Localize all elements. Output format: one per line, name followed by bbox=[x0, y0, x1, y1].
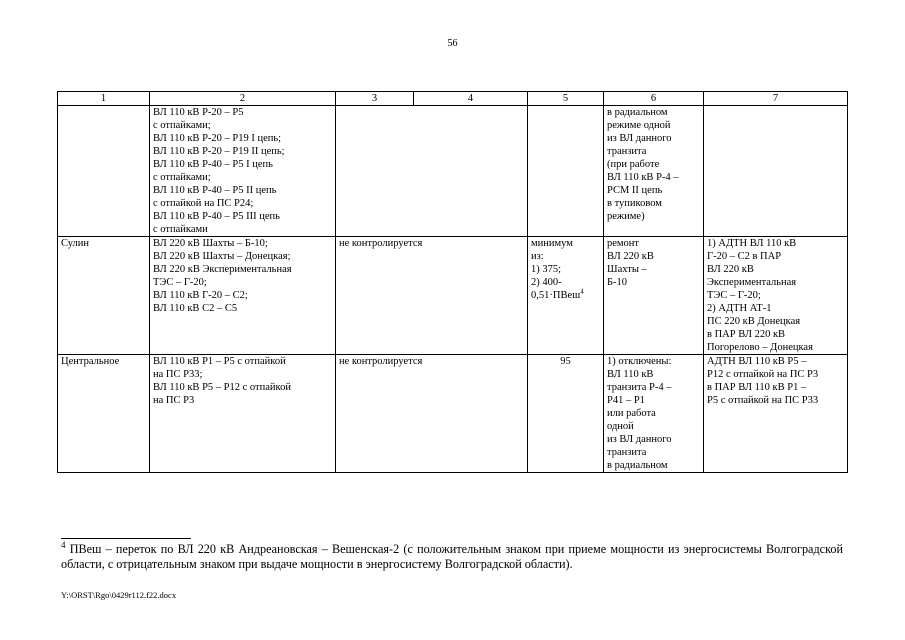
cell-line: из ВЛ данного bbox=[607, 133, 672, 144]
cell-line: ВЛ 110 кВ Р-20 – Р19 I цепь; bbox=[153, 133, 282, 144]
cell-line: или работа bbox=[607, 408, 656, 419]
cell-line: 2) АДТН АТ-1 bbox=[707, 303, 772, 314]
table-row bbox=[58, 106, 848, 237]
cell-line: из ВЛ данного bbox=[607, 434, 672, 445]
table-row bbox=[58, 237, 848, 355]
cell-line: ВЛ 110 кВ Р5 – Р12 с отпайкой bbox=[153, 382, 291, 393]
row2-control-cell: не контролируется bbox=[336, 237, 528, 355]
column-header-3: 3 bbox=[336, 92, 414, 106]
row3-control-cell: не контролируется bbox=[336, 355, 528, 473]
row1-measures-cell bbox=[704, 106, 848, 237]
footnote-reference: 4 bbox=[580, 287, 584, 296]
cell-line: ВЛ 220 кВ Экспериментальная bbox=[153, 264, 292, 275]
cell-line: с отпайками; bbox=[153, 120, 211, 131]
column-header-7: 7 bbox=[704, 92, 848, 106]
row3-lines-cell bbox=[150, 355, 336, 473]
limit-formula-text: 0,51·ПВеш bbox=[531, 290, 581, 301]
row3-regime-cell bbox=[604, 355, 704, 473]
cell-line: Р5 с отпайкой на ПС Р33 bbox=[707, 395, 819, 406]
cell-line: в радиальном bbox=[607, 107, 668, 118]
page-number: 56 bbox=[447, 38, 458, 49]
cell-line: 2) 400- bbox=[531, 277, 562, 288]
cell-line: АДТН ВЛ 110 кВ Р5 – bbox=[707, 356, 807, 367]
cell-line: одной bbox=[607, 421, 634, 432]
cell-line: с отпайками bbox=[153, 224, 208, 235]
cell-line: Б-10 bbox=[607, 277, 628, 288]
row2-limit-cell bbox=[528, 237, 604, 355]
cell-line: ВЛ 110 кВ Р-40 – Р5 II цепь bbox=[153, 185, 277, 196]
cell-line: на ПС Р3 bbox=[153, 395, 195, 406]
cell-line: 1) АДТН ВЛ 110 кВ bbox=[707, 238, 797, 249]
cell-line: 1) 375; bbox=[531, 264, 562, 275]
cell-line: ВЛ 110 кВ Р1 – Р5 с отпайкой bbox=[153, 356, 286, 367]
cell-line: на ПС Р33; bbox=[153, 369, 203, 380]
cell-line: с отпайкой на ПС Р24; bbox=[153, 198, 254, 209]
row3-measures-cell bbox=[704, 355, 848, 473]
column-header-5: 5 bbox=[528, 92, 604, 106]
column-header-6: 6 bbox=[604, 92, 704, 106]
row1-substation-cell bbox=[58, 106, 150, 237]
cell-line: ВЛ 110 кВ Р-4 – bbox=[607, 172, 679, 183]
footnote bbox=[61, 539, 843, 572]
cell-line: Р41 – Р1 bbox=[607, 395, 645, 406]
cell-line: ВЛ 220 кВ Шахты – Б-10; bbox=[153, 238, 268, 249]
header-row bbox=[58, 92, 848, 106]
column-header-1: 1 bbox=[58, 92, 150, 106]
cell-line: ВЛ 110 кВ Р-20 – Р5 bbox=[153, 107, 244, 118]
row2-limit-lines bbox=[531, 237, 600, 289]
cell-line: в ПАР ВЛ 220 кВ bbox=[707, 329, 786, 340]
cell-line: ВЛ 220 кВ Шахты – Донецкая; bbox=[153, 251, 291, 262]
row2-regime-cell bbox=[604, 237, 704, 355]
cell-line: Экспериментальная bbox=[707, 277, 797, 288]
footnote-marker: 4 bbox=[61, 539, 66, 550]
cell-line: ВЛ 110 кВ С2 – С5 bbox=[153, 303, 238, 314]
cell-line: с отпайками; bbox=[153, 172, 211, 183]
cell-line: режиме) bbox=[607, 211, 645, 222]
footnote-separator bbox=[61, 538, 191, 539]
row3-substation-cell: Центральное bbox=[58, 355, 150, 473]
cell-line: Р12 с отпайкой на ПС Р3 bbox=[707, 369, 819, 380]
cell-line: из: bbox=[531, 251, 544, 262]
cell-line: ВЛ 110 кВ Р-20 – Р19 II цепь; bbox=[153, 146, 285, 157]
footnote-text: ПВеш – переток по ВЛ 220 кВ Андреановская – Вешенская-2 (с положительным знаком при приеме мощности из энергосистемы Волгоградской области, с отрицательным знаком при выдаче мощности в энергосистему Волгоградской области). bbox=[61, 542, 843, 571]
cell-line: ВЛ 110 кВ Р-40 – Р5 III цепь bbox=[153, 211, 280, 222]
cell-line: ПС 220 кВ Донецкая bbox=[707, 316, 801, 327]
cell-line: Шахты – bbox=[607, 264, 647, 275]
cell-line: ВЛ 110 кВ bbox=[607, 369, 654, 380]
column-header-4: 4 bbox=[414, 92, 528, 106]
cell-line: режиме одной bbox=[607, 120, 671, 131]
cell-line: ВЛ 110 кВ Г-20 – С2; bbox=[153, 290, 248, 301]
cell-line: транзита bbox=[607, 447, 647, 458]
cell-line: Погорелово – Донецкая bbox=[707, 342, 813, 353]
row2-substation-cell: Сулин bbox=[58, 237, 150, 355]
row1-col3-cell bbox=[336, 106, 528, 237]
cell-line: в радиальном bbox=[607, 460, 668, 471]
row2-limit-formula bbox=[531, 289, 600, 302]
cell-line: в тупиковом bbox=[607, 198, 662, 209]
cell-line: ВЛ 220 кВ bbox=[607, 251, 654, 262]
cell-line: ТЭС – Г-20; bbox=[707, 290, 761, 301]
file-path: Y:\ORST\Rgo\0429r112.f22.docx bbox=[61, 590, 177, 600]
cell-line: транзита Р-4 – bbox=[607, 382, 672, 393]
cell-line: ВЛ 110 кВ Р-40 – Р5 I цепь bbox=[153, 159, 273, 170]
row2-measures-cell bbox=[704, 237, 848, 355]
row3-limit-cell: 95 bbox=[528, 355, 604, 473]
cell-line: транзита bbox=[607, 146, 647, 157]
table-row bbox=[58, 355, 848, 473]
cell-line: 1) отключены: bbox=[607, 356, 672, 367]
cell-line: в ПАР ВЛ 110 кВ Р1 – bbox=[707, 382, 807, 393]
cell-line: ТЭС – Г-20; bbox=[153, 277, 207, 288]
row1-col5-cell bbox=[528, 106, 604, 237]
cell-line: Г-20 – С2 в ПАР bbox=[707, 251, 782, 262]
row1-regime-cell bbox=[604, 106, 704, 237]
cell-line: РСМ II цепь bbox=[607, 185, 663, 196]
cell-line: (при работе bbox=[607, 159, 660, 170]
row1-lines-cell bbox=[150, 106, 336, 237]
column-header-2: 2 bbox=[150, 92, 336, 106]
row2-lines-cell bbox=[150, 237, 336, 355]
data-table bbox=[57, 91, 848, 473]
cell-line: минимум bbox=[531, 238, 573, 249]
cell-line: ВЛ 220 кВ bbox=[707, 264, 754, 275]
cell-line: ремонт bbox=[607, 238, 640, 249]
